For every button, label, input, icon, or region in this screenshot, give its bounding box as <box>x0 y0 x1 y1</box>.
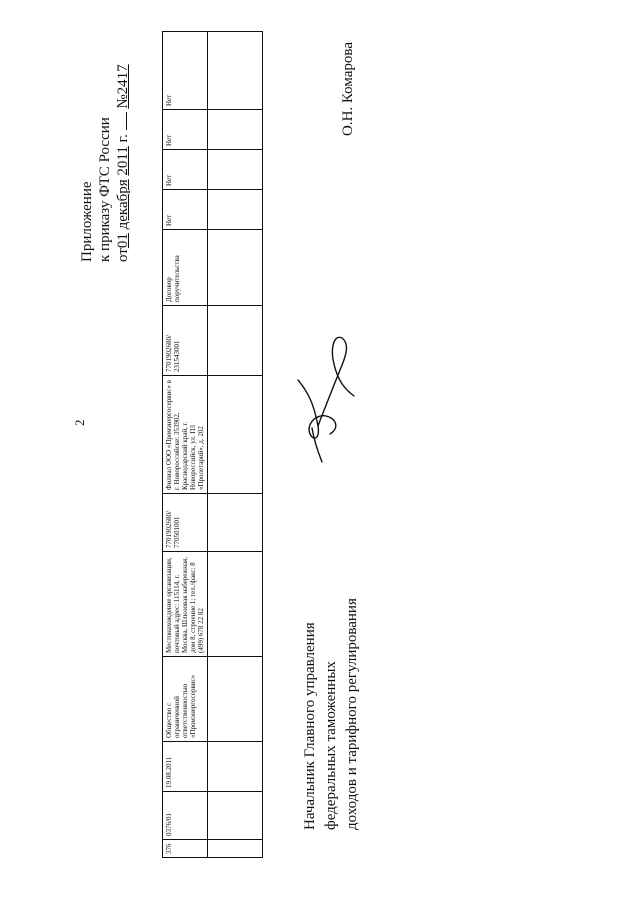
cell-branch-inn-kpp: 7701902680/ 231543001 <box>163 306 208 376</box>
empty-cell <box>208 190 263 230</box>
page-number: 2 <box>72 419 87 426</box>
cell-flag-2: Нет <box>163 150 208 190</box>
empty-cell <box>208 792 263 840</box>
signer-title-line: Начальник Главного управления <box>302 622 318 830</box>
registry-table-container <box>162 32 244 858</box>
signer-title <box>300 598 363 830</box>
cell-org-name: Общество с ограниченной ответственностью «Промэнергосервис» <box>163 657 208 742</box>
empty-cell <box>208 110 263 150</box>
cell-guarantee-type: Договор поручительства <box>163 230 208 306</box>
cell-flag-4: Нет <box>163 32 208 110</box>
appendix-date-line <box>114 64 132 262</box>
registry-table <box>162 31 263 858</box>
appendix-month: декабря <box>115 179 131 230</box>
signer-title-line: доходов и тарифного регулирования <box>344 598 360 830</box>
empty-cell <box>208 494 263 552</box>
empty-cell <box>208 150 263 190</box>
appendix-year-suffix: г. <box>115 134 131 143</box>
empty-cell <box>208 306 263 376</box>
empty-cell <box>208 742 263 792</box>
appendix-from-prefix: от <box>115 248 131 262</box>
handwritten-signature <box>290 330 360 470</box>
cell-date: 19.08.2011 <box>163 742 208 792</box>
signer-title-line: федеральных таможенных <box>323 661 339 830</box>
empty-cell <box>208 376 263 494</box>
cell-flag-1: Нет <box>163 190 208 230</box>
appendix-order-number: №2417 <box>115 64 131 109</box>
cell-reg-number: 0376/01 <box>163 792 208 840</box>
empty-cell <box>208 840 263 858</box>
table-row <box>163 32 208 858</box>
empty-cell <box>208 230 263 306</box>
empty-cell <box>208 32 263 110</box>
empty-cell <box>208 657 263 742</box>
table-row-empty <box>208 32 263 858</box>
appendix-year: 2011 <box>115 146 131 176</box>
appendix-day: 01 <box>115 233 131 249</box>
cell-branch: Филиал ООО «Промэнергосервис» в г. Новороссийске: 353902, Краснодарский край, г. Новороссийск, ул. ПЗ «Пролетарий», д. 202 <box>163 376 208 494</box>
cell-number: 376 <box>163 840 208 858</box>
cell-flag-3: Нет <box>163 110 208 150</box>
appendix-title: Приложение <box>79 181 95 262</box>
cell-inn-kpp: 7701902680/ 770501001 <box>163 494 208 552</box>
signer-name: О.Н. Комарова <box>340 42 356 136</box>
appendix-header <box>78 64 132 262</box>
appendix-order-ref: к приказу ФТС России <box>97 117 113 262</box>
cell-org-address: Местонахождение организации, почтовый адрес: 115114, г. Москва, Шлюзовая набережная, дом 8, строение 1; тел./факс: 8 (499) 678 22 82 <box>163 552 208 657</box>
appendix-blank-line <box>125 112 127 130</box>
empty-cell <box>208 552 263 657</box>
